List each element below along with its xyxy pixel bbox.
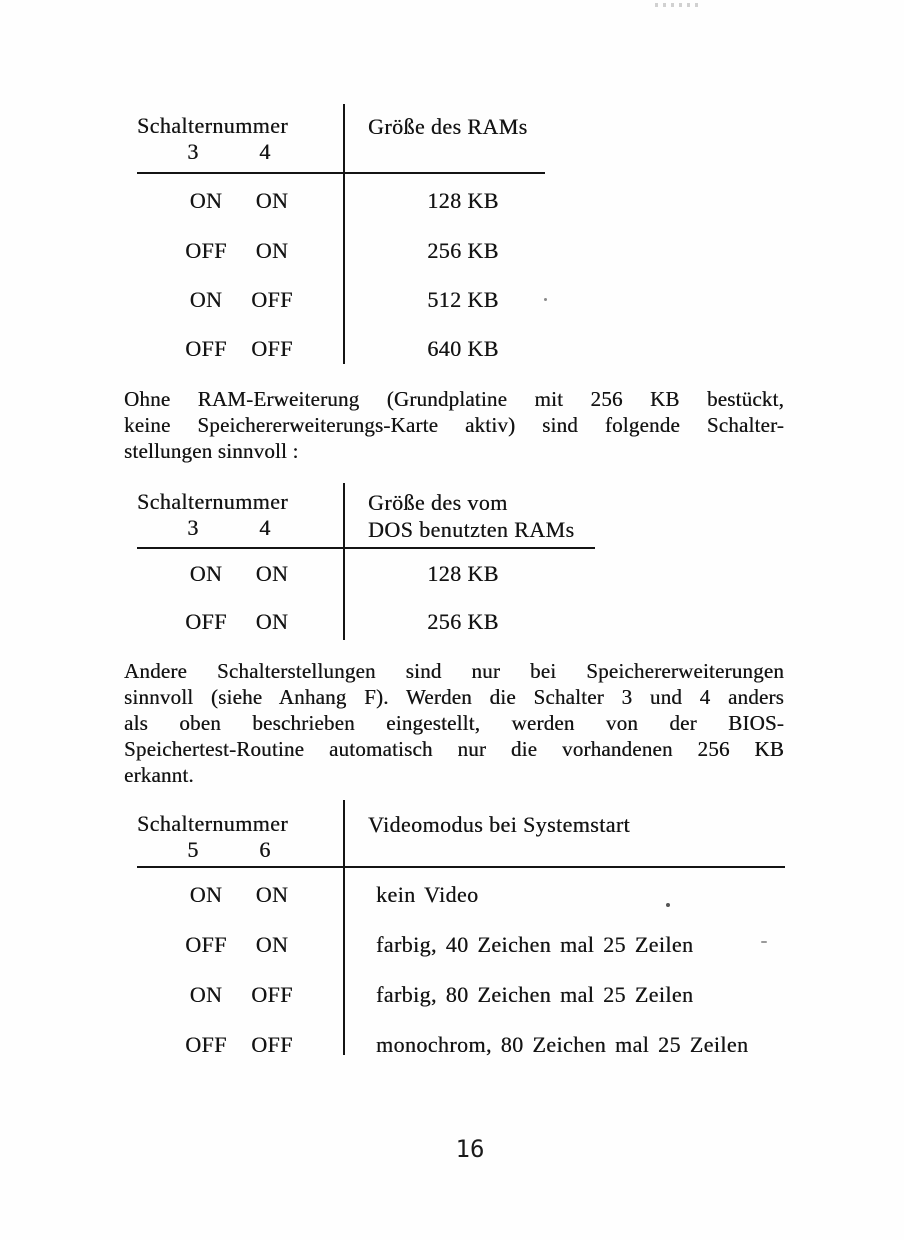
page-number: 16 [455,1135,485,1163]
scan-speck [761,941,767,943]
table-row [137,275,785,324]
table-header-switch: Schalternummer [137,489,288,514]
value-cell: farbig, 40 Zeichen mal 25 Zeilen [376,932,694,957]
switch-cell: ON [189,982,223,1007]
switch-number: 4 [259,139,271,164]
table-row [137,920,797,970]
table-ram-size [137,108,785,374]
table-row [137,550,785,598]
switch-cell: ON [255,188,289,213]
table-header-value-line: DOS benutzten RAMs [368,517,575,542]
switch-number: 3 [187,515,199,540]
switch-number: 4 [259,515,271,540]
table-header-switch: Schalternummer [137,811,288,836]
paragraph-line: stellungen sinnvoll : [124,439,299,463]
paragraph-line: keine Speichererweiterungs-Karte aktiv) sind folgende Schalter- [124,413,784,437]
value-cell: kein Video [376,882,479,907]
header-rule [137,866,785,868]
header-rule [137,172,545,174]
switch-cell: ON [255,237,289,263]
switch-cell: ON [255,882,289,907]
table-row [137,870,797,920]
switch-cell: OFF [251,336,293,361]
switch-cell: ON [189,188,223,213]
value-cell: 256 KB [427,609,499,634]
value-cell: monochrom, 80 Zeichen mal 25 Zeilen [376,1032,749,1057]
switch-cell: ON [189,286,223,312]
value-cell: 640 KB [427,336,499,361]
table-row [137,176,785,226]
paragraph-line: sinnvoll (siehe Anhang F). Werden die Schalter 3 und 4 anders [124,685,784,709]
paragraph-line: Andere Schalterstellungen sind nur bei Speichererweiterungen [124,659,784,683]
switch-number-labels [137,837,343,863]
table-header-switch: Schalternummer [137,113,288,138]
switch-cell: OFF [185,336,227,361]
switch-cell: OFF [185,932,227,957]
paragraph-ram [124,386,784,464]
table-row [137,598,785,646]
value-cell: farbig, 80 Zeichen mal 25 Zeilen [376,982,694,1007]
value-cell: 256 KB [427,237,499,263]
table-header-value [368,489,574,543]
switch-cell: OFF [251,286,293,312]
switch-cell: ON [189,882,223,907]
paragraph-line: Ohne RAM-Erweiterung (Grundplatine mit 256 KB bestückt, [124,387,784,411]
table-row [137,970,797,1020]
table-header-value: Größe des RAMs [368,114,528,139]
paragraph-line: erkannt. [124,763,194,787]
paragraph-line: Speichertest-Routine automatisch nur die vorhandenen 256 KB [124,737,784,761]
table-video-mode [137,806,797,1066]
value-cell: 128 KB [427,561,499,586]
header-rule [137,547,595,549]
switch-cell: ON [255,932,289,957]
paragraph-line: als oben beschrieben eingestellt, werden von der BIOS- [124,711,784,735]
table-row [137,226,785,275]
switch-number: 6 [259,837,271,862]
switch-cell: ON [255,561,289,586]
switch-number-labels [137,515,343,541]
switch-cell: OFF [251,982,293,1007]
switch-cell: OFF [185,609,227,634]
scan-artifact [655,3,703,7]
table-header-value-line: Größe des vom [368,490,508,515]
switch-cell: OFF [185,1032,227,1057]
switch-cell: ON [189,561,223,586]
paragraph-other-settings [124,658,784,788]
switch-number: 5 [187,837,199,862]
table-row [137,324,785,374]
switch-cell: OFF [185,237,227,263]
table-row [137,1020,797,1070]
scan-speck [544,298,547,301]
table-dos-ram [137,484,785,649]
value-cell: 128 KB [427,188,499,213]
switch-number: 3 [187,139,199,164]
value-cell: 512 KB [427,286,499,312]
switch-cell: ON [255,609,289,634]
scan-speck [666,903,670,907]
switch-cell: OFF [251,1032,293,1057]
table-header-value: Videomodus bei Systemstart [368,812,631,837]
switch-number-labels [137,139,343,165]
